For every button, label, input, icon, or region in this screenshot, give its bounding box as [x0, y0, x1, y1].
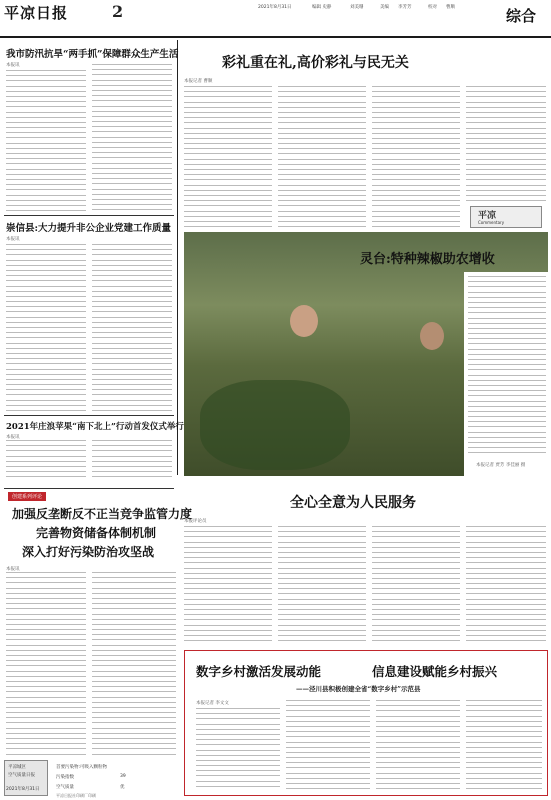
article-text-chongxin-2	[92, 244, 172, 412]
byline-flood: 本报讯	[6, 63, 20, 68]
article-text-policy-2	[92, 572, 176, 758]
article-text-serve-4	[466, 526, 546, 644]
rule	[4, 215, 174, 216]
headline-chongxin: 崇信县:大力提升非公企业党建工作质量	[6, 223, 172, 234]
headline-serve: 全心全意为人民服务	[290, 495, 416, 511]
byline-chongxin: 本报讯	[6, 237, 20, 242]
article-text-digital-2	[286, 700, 370, 790]
headline-policy-2: 完善物资储备体制机制	[36, 526, 157, 540]
newspaper-brand: 平凉日报	[4, 4, 69, 22]
article-text-digital-3	[376, 700, 460, 790]
column-divider	[177, 40, 178, 475]
article-text-bride-1	[184, 86, 272, 228]
article-text-chongxin-1	[6, 244, 86, 412]
headline-bride-price: 彩礼重在礼,高价彩礼与民无关	[222, 55, 409, 71]
article-text-policy-1	[6, 572, 86, 758]
article-text-digital-4	[466, 700, 542, 790]
headline-policy-3: 深入打好污染防治攻坚战	[22, 545, 155, 559]
weather-title: 空气质量日报	[8, 773, 35, 778]
weather-index-label: 污染指数	[56, 775, 74, 780]
issue-date: 2021年8月31日	[258, 5, 292, 10]
page-number: 2	[112, 2, 124, 21]
headline-policy-1: 加强反垄断反不正当竞争监管力度	[12, 507, 193, 521]
article-text-bride-4	[466, 86, 546, 204]
byline-policy: 本报讯	[6, 567, 20, 572]
byline-zhuanglang: 本报讯	[6, 435, 20, 440]
editor-name: 刘美珊	[350, 5, 364, 10]
proof-name: 曹顺	[446, 5, 455, 10]
byline-serve: 本报评论员	[184, 519, 207, 524]
article-text-flood-1	[6, 70, 86, 212]
editor-label: 编辑 史静	[312, 5, 332, 10]
rule	[4, 415, 174, 416]
rule	[4, 488, 174, 489]
footer-note: 平凉日报社印刷厂印刷	[56, 793, 96, 798]
article-text-bride-2	[278, 86, 366, 228]
proof-label: 校对	[428, 5, 437, 10]
photo-person-face	[420, 322, 444, 350]
designer-label: 美编	[380, 5, 389, 10]
article-text-serve-3	[372, 526, 460, 644]
photo-caption-text	[468, 276, 546, 456]
article-text-serve-1	[184, 526, 272, 644]
headline-lingtai: 灵台:特种辣椒助农增收	[360, 252, 495, 267]
section-title: 综合	[506, 7, 537, 25]
weather-quality-value: 优	[120, 785, 125, 790]
subtitle-digital: ——泾川县积极创建全省“数字乡村”示范县	[296, 685, 421, 693]
photo-credit: 本报记者 贾芳 李佳丽 摄	[476, 463, 526, 468]
article-text-digital-1	[196, 708, 280, 790]
article-text-zhuanglang-2	[92, 440, 172, 484]
byline-bride-price: 本报记者 曹顺	[184, 79, 213, 84]
headline-flood: 我市防汛抗旱“两手抓”保障群众生产生活	[6, 49, 179, 60]
headline-zhuanglang: 2021年庄浪苹果“南下北上”行动首发仪式举行	[6, 422, 184, 432]
article-text-zhuanglang-1	[6, 440, 86, 484]
commentary-label: 平凉	[478, 211, 497, 221]
weather-city: 平凉城区	[8, 765, 26, 770]
weather-index-value: 39	[120, 774, 126, 779]
byline-digital: 本报记者 李文文	[196, 701, 229, 706]
weather-pollutant: 首要污染物:可吸入颗粒物	[56, 765, 108, 770]
photo-pepper-plants	[200, 380, 350, 470]
article-text-bride-3	[372, 86, 460, 228]
weather-date: 2021年8月31日	[6, 787, 40, 792]
series-tag: 创建系列评论	[8, 492, 46, 501]
weather-quality-label: 空气质量	[56, 785, 74, 790]
article-text-flood-2	[92, 64, 172, 212]
photo-person-face	[290, 305, 318, 337]
commentary-label-en: Commentary	[478, 220, 505, 225]
headline-digital-1: 数字乡村激活发展动能	[196, 664, 322, 679]
designer-name: 李芳芳	[398, 5, 412, 10]
article-text-serve-2	[278, 526, 366, 644]
headline-digital-2: 信息建设赋能乡村振兴	[372, 664, 498, 679]
